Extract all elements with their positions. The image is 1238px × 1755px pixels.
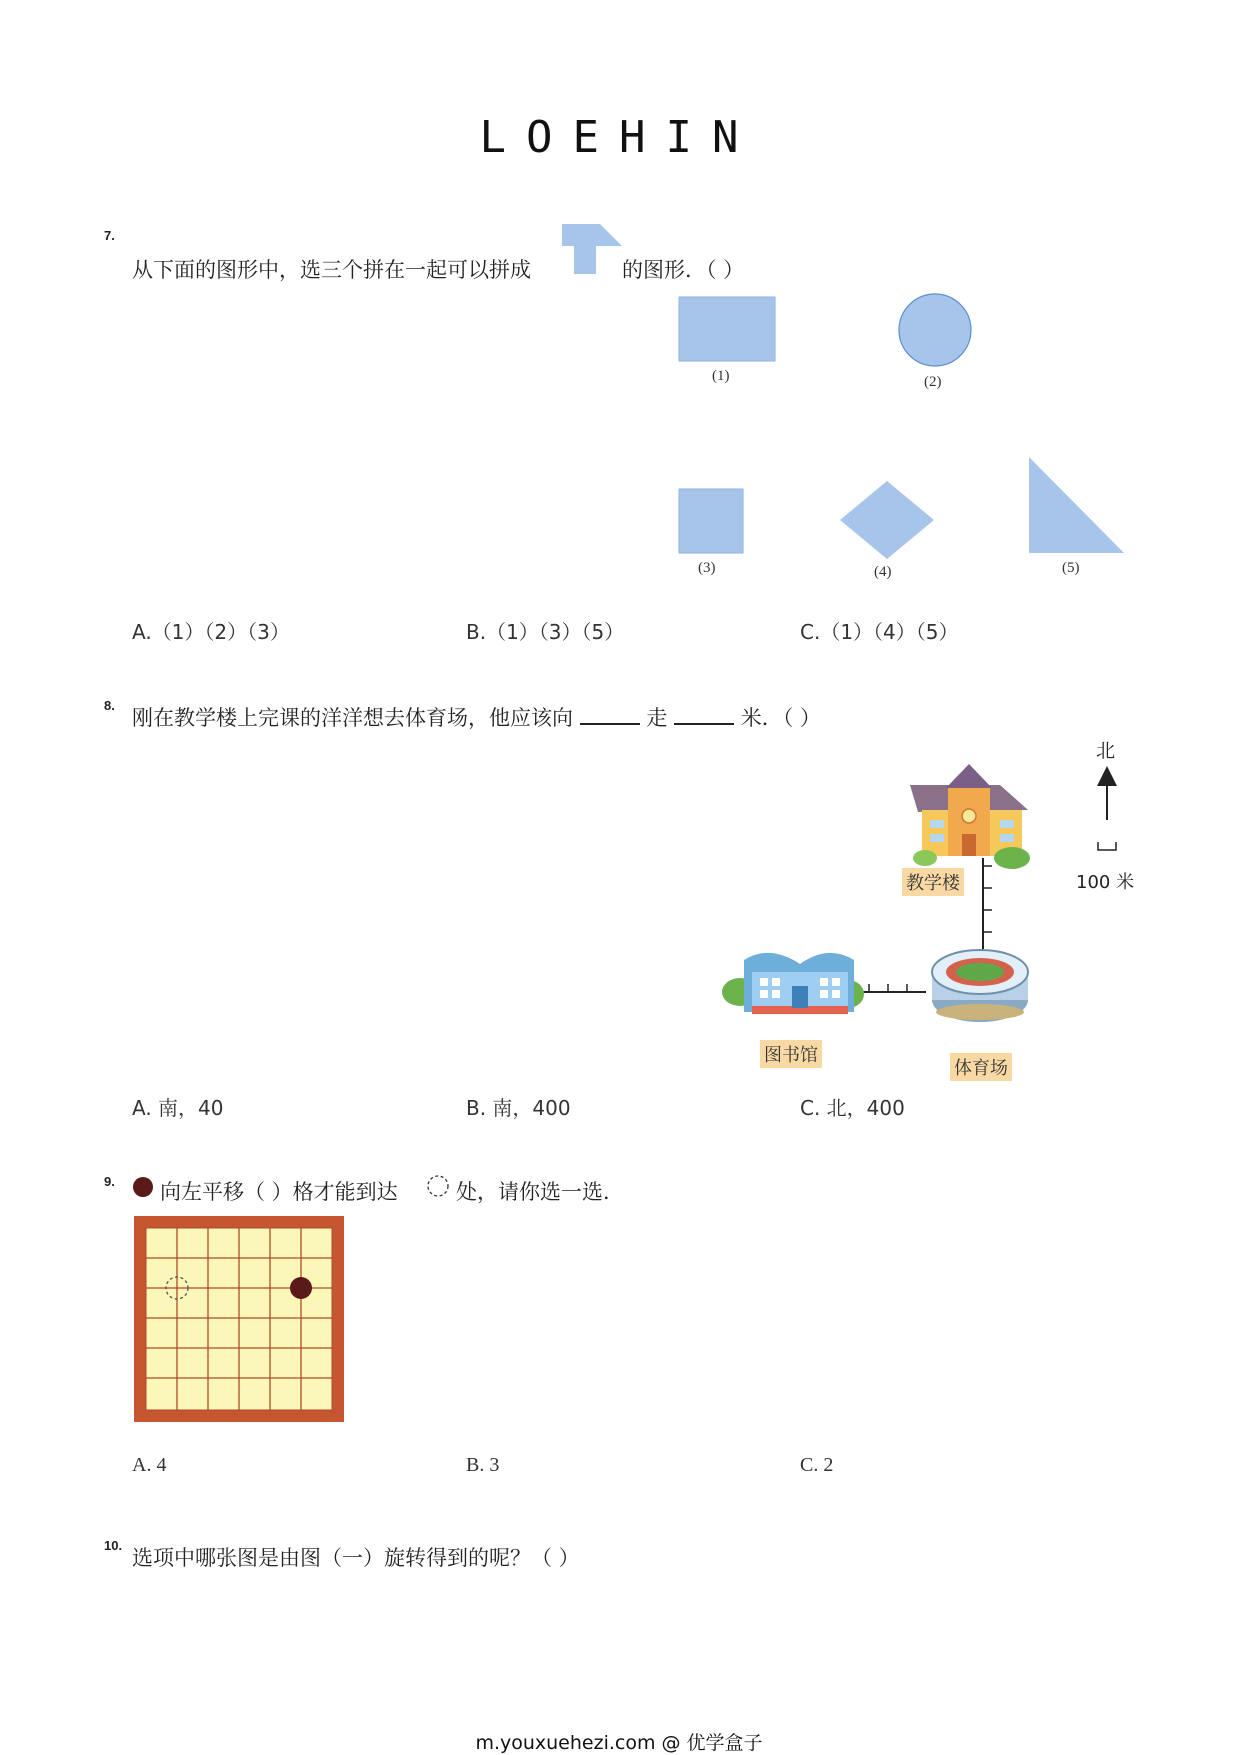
question-8-text [132, 702, 821, 732]
library-icon [722, 953, 864, 1014]
north-label: 北 [1096, 740, 1116, 762]
question-9-text-b: 处，请你选一选． [456, 1180, 624, 1204]
shape-1-rectangle [678, 296, 776, 362]
stadium-icon [932, 950, 1028, 1022]
question-7-option-b[interactable]: B.（1）（3）（5） [466, 620, 625, 644]
question-8-text-b: 走 [646, 706, 668, 730]
grid-board [134, 1216, 344, 1422]
question-10-number: 10. [104, 1538, 123, 1553]
stadium-label: 体育场 [950, 1053, 1012, 1081]
scale-label: 100 米 [1076, 872, 1135, 893]
shape-3-square [678, 488, 744, 554]
question-9-option-b[interactable]: B. 3 [466, 1454, 500, 1476]
question-7-option-c[interactable]: C.（1）（4）（5） [800, 620, 959, 644]
question-7-text-after: 的图形．（ ） [622, 258, 745, 282]
question-7-text-before: 从下面的图形中，选三个拼在一起可以拼成 [132, 258, 531, 282]
question-9-option-a[interactable]: A. 4 [132, 1454, 167, 1476]
answer-blank-distance[interactable] [674, 723, 734, 725]
footer-text: m.youxuehezi.com @ 优学盒子 [475, 1732, 763, 1754]
question-8-number: 8. [104, 698, 115, 713]
shape-3-label: (3) [698, 560, 716, 576]
question-7-number: 7. [104, 228, 115, 243]
answer-blank-direction[interactable] [580, 723, 640, 725]
shape-2-label: (2) [924, 374, 942, 390]
shape-1-label: (1) [712, 368, 730, 384]
shape-4-label: (4) [874, 564, 892, 580]
north-arrow-icon [1094, 764, 1120, 856]
black-piece-icon [132, 1176, 154, 1198]
teaching-building-icon [910, 764, 1030, 869]
shape-5-label: (5) [1062, 560, 1080, 576]
question-8-option-b[interactable]: B. 南，400 [466, 1096, 571, 1120]
shape-2-circle [897, 292, 973, 368]
campus-map [710, 760, 1060, 1080]
black-piece-on-board-icon [290, 1277, 312, 1299]
question-9-option-c[interactable]: C. 2 [800, 1454, 834, 1476]
question-9-text-a: 向左平移（ ）格才能到达 [160, 1180, 398, 1204]
question-9-number: 9. [104, 1174, 115, 1189]
dashed-circle-icon [426, 1174, 450, 1198]
question-10-text: 选项中哪张图是由图（一）旋转得到的呢？（ ） [132, 1546, 580, 1570]
teaching-building-label: 教学楼 [902, 868, 964, 896]
question-8-option-c[interactable]: C. 北，400 [800, 1096, 905, 1120]
question-8-text-a: 刚在教学楼上完课的洋洋想去体育场，他应该向 [132, 706, 573, 730]
target-shape-icon [560, 222, 624, 278]
question-8-text-c: 米．（ ） [740, 706, 821, 730]
question-8-option-a[interactable]: A. 南，40 [132, 1096, 224, 1120]
shape-5-triangle [1028, 456, 1126, 554]
question-7-option-a[interactable]: A.（1）（2）（3） [132, 620, 290, 644]
page-title: LOEHIN [479, 112, 759, 163]
shape-4-rhombus [838, 480, 936, 560]
library-label: 图书馆 [760, 1040, 822, 1068]
